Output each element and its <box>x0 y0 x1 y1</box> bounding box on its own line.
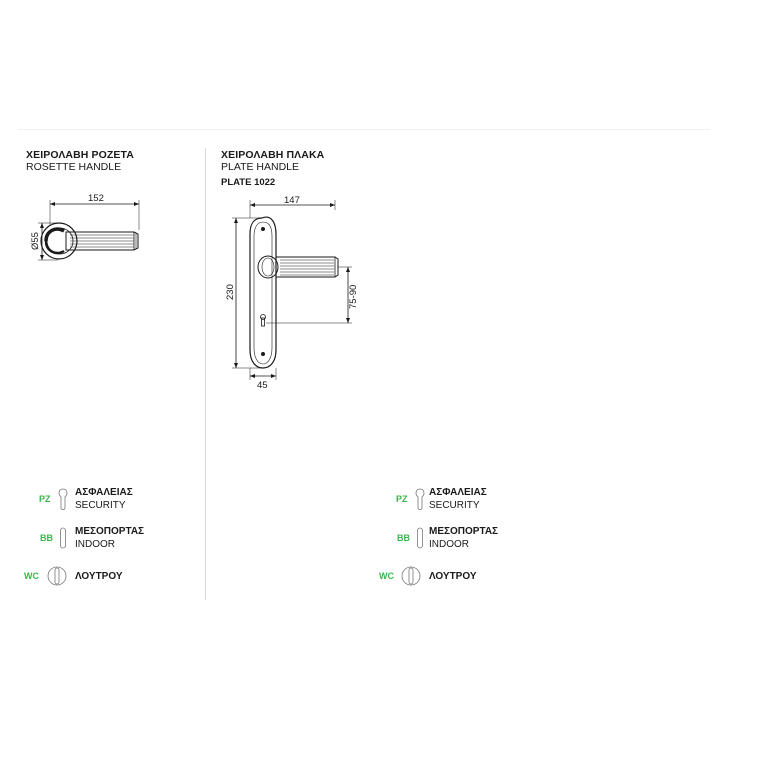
rosette-handle-drawing <box>22 190 152 270</box>
legend-label-greek: ΛΟΥΤΡΟΥ <box>75 571 123 582</box>
slot-keyhole-icon <box>415 526 425 550</box>
slot-keyhole-icon <box>58 526 68 550</box>
legend-row-security-left <box>24 487 194 513</box>
legend-label-english: INDOOR <box>75 539 115 550</box>
bathroom-turn-icon <box>400 565 422 587</box>
legend-row-bathroom-left <box>24 565 194 591</box>
legend-code: WC <box>24 571 39 581</box>
legend-label-greek: ΜΕΣΟΠΟΡΤΑΣ <box>429 526 499 537</box>
legend-label-greek: ΑΣΦΑΛΕΙΑΣ <box>75 487 133 498</box>
legend-code: PZ <box>396 494 408 504</box>
plate-height-label: 230 <box>225 284 236 300</box>
legend-label-greek: ΛΟΥΤΡΟΥ <box>429 571 477 582</box>
top-rule <box>18 129 710 130</box>
legend-label-english: SECURITY <box>75 500 126 511</box>
euro-profile-keyhole-icon <box>57 487 69 511</box>
legend-label-english: SECURITY <box>429 500 480 511</box>
plate-center-label: 75-90 <box>348 284 359 309</box>
legend-label-english: INDOOR <box>429 539 469 550</box>
legend-code: PZ <box>39 494 51 504</box>
plate-title-greek: ΧΕΙΡΟΛΑΒΗ ΠΛΑΚΑ <box>221 149 325 161</box>
legend-code: WC <box>379 571 394 581</box>
legend-code: BB <box>40 533 53 543</box>
legend-row-security-right <box>381 487 551 513</box>
rosette-diameter-label: Ø55 <box>30 232 41 250</box>
legend-label-greek: ΜΕΣΟΠΟΡΤΑΣ <box>75 526 145 537</box>
plate-title-english: PLATE HANDLE <box>221 161 299 173</box>
column-divider <box>205 148 206 600</box>
legend-row-bathroom-right <box>379 565 549 591</box>
legend-label-greek: ΑΣΦΑΛΕΙΑΣ <box>429 487 487 498</box>
plate-handle-drawing <box>220 190 370 395</box>
bathroom-turn-icon <box>46 565 68 587</box>
rosette-title-english: ROSETTE HANDLE <box>26 161 122 173</box>
plate-model-label: PLATE 1022 <box>221 177 276 188</box>
euro-profile-keyhole-icon <box>414 487 426 511</box>
legend-row-indoor-right <box>381 526 551 552</box>
legend-row-indoor-left <box>24 526 194 552</box>
rosette-title-greek: ΧΕΙΡΟΛΑΒΗ ΡΟΖΕΤΑ <box>26 149 134 161</box>
plate-width-label: 45 <box>257 380 268 391</box>
rosette-length-label: 152 <box>88 193 104 204</box>
plate-length-label: 147 <box>284 195 300 206</box>
legend-code: BB <box>397 533 410 543</box>
